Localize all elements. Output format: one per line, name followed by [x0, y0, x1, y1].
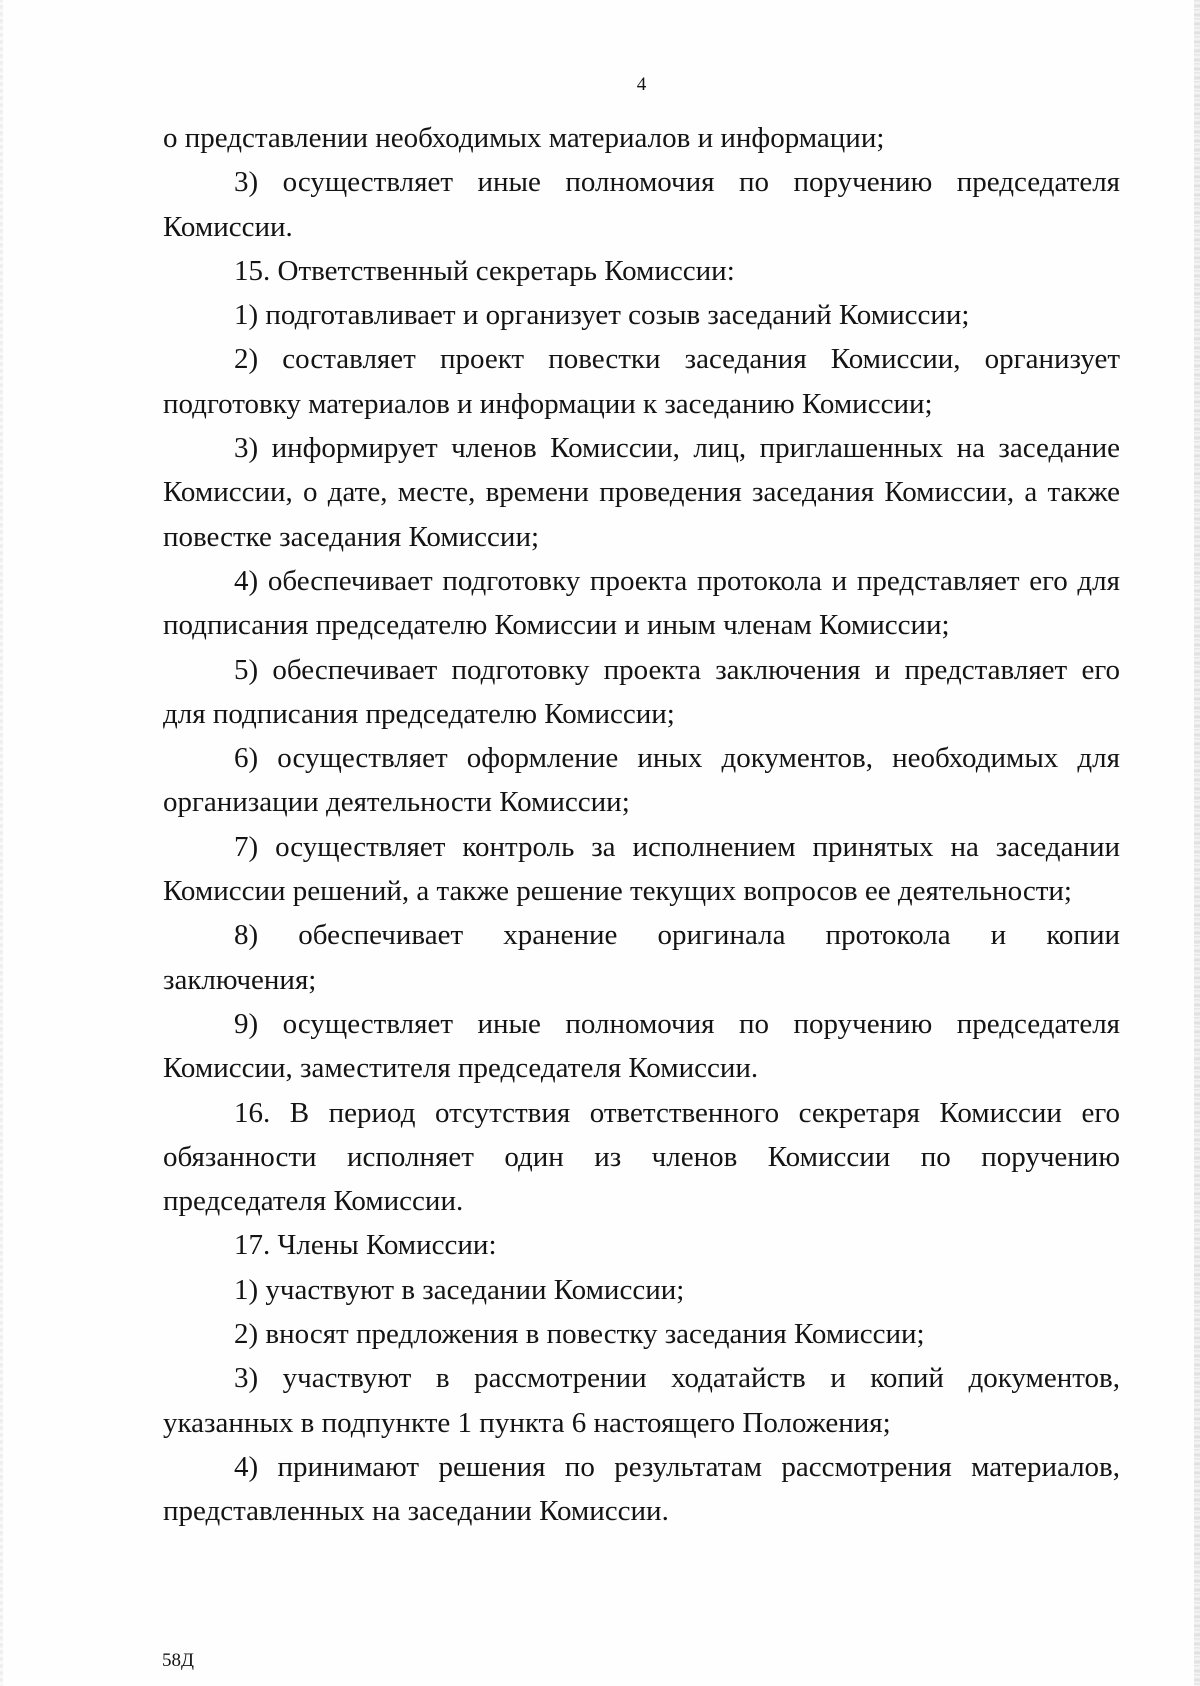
paragraph-section-16: 16. В период отсутствия ответственного секретаря Комиссии его обязанности исполняет один из членов Комиссии по поручению председателя Комиссии. [163, 1096, 1120, 1218]
paragraph-item-continuation: заключения; [163, 963, 317, 996]
paragraph-item: 6) осуществляет оформление иных документов, необходимых для организации деятельности Комиссии; [163, 742, 1120, 819]
page-number: 4 [636, 74, 647, 95]
paragraph-section-17: 17. Члены Комиссии: [234, 1229, 497, 1262]
scan-edge-right [1194, 0, 1200, 1686]
paragraph-item: 2) составляет проект повестки заседания Комиссии, организует подготовку материалов и информации к заседанию Комиссии; [163, 343, 1120, 420]
paragraph-item: 1) подготавливает и организует созыв заседаний Комиссии; [234, 299, 970, 332]
footer-document-code: 58Д [162, 1650, 194, 1671]
paragraph-section-15: 15. Ответственный секретарь Комиссии: [234, 254, 735, 287]
paragraph-item: 5) обеспечивает подготовку проекта заключения и представляет его для подписания председателю Комиссии; [163, 653, 1120, 730]
paragraph-item: 7) осуществляет контроль за исполнением принятых на заседании Комиссии решений, а также решение текущих вопросов ее деятельности; [163, 830, 1120, 908]
paragraph-item: 4) обеспечивает подготовку проекта протокола и представляет его для подписания председателю Комиссии и иным членам Комиссии; [163, 564, 1120, 642]
paragraph-item: 4) принимают решения по результатам рассмотрения материалов, представленных на заседании Комиссии. [163, 1450, 1120, 1528]
paragraph-item: 8) обеспечивает хранение оригинала протокола и копии [234, 919, 1120, 952]
paragraph-item: 1) участвуют в заседании Комиссии; [234, 1273, 685, 1306]
paragraph-item: 3) информирует членов Комиссии, лиц, приглашенных на заседание Комиссии, о дате, месте, времени проведения заседания Комиссии, а также повестке заседания Комиссии; [163, 432, 1120, 553]
paragraph-continuation: о представлении необходимых материалов и информации; [163, 122, 885, 154]
scan-edge-left [0, 0, 3, 1686]
document-body [163, 116, 1120, 1534]
paragraph-item: 3) участвуют в рассмотрении ходатайств и копий документов, указанных в подпункте 1 пункта 6 настоящего Положения; [163, 1362, 1120, 1439]
paragraph-item: 9) осуществляет иные полномочия по поручению председателя Комиссии, заместителя председателя Комиссии. [163, 1007, 1120, 1085]
paragraph-item: 2) вносят предложения в повестку заседания Комиссии; [234, 1318, 925, 1351]
paragraph-item: 3) осуществляет иные полномочия по поручению председателя Комиссии. [163, 166, 1120, 243]
